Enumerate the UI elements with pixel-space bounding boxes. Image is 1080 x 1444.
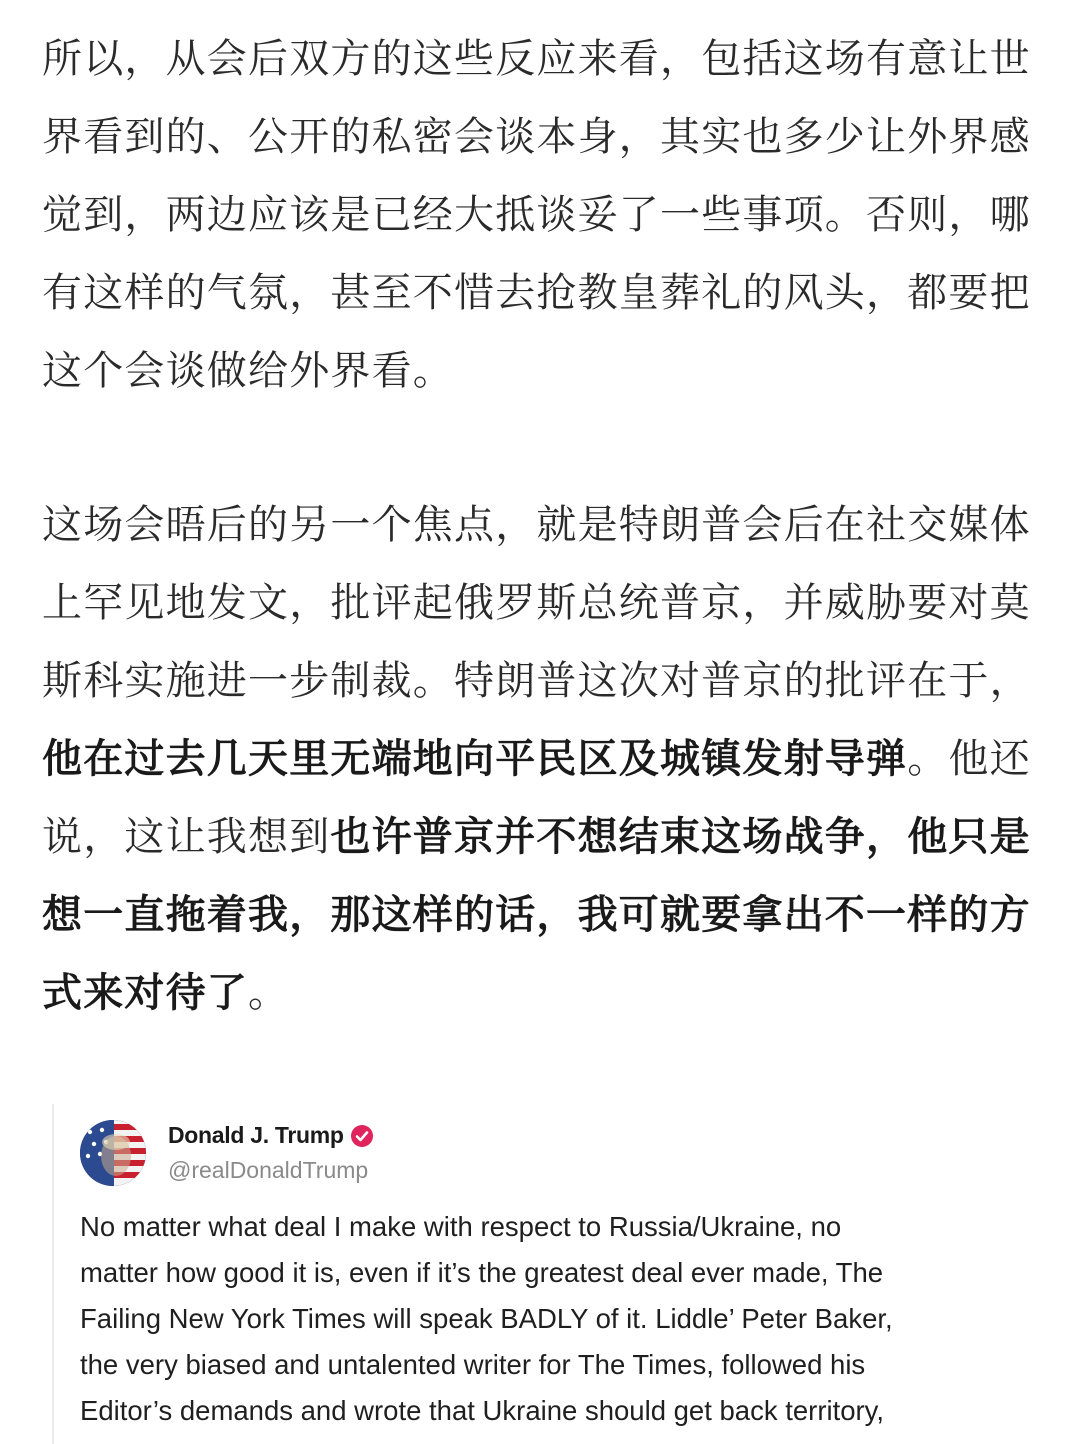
embedded-post	[52, 1104, 1044, 1444]
verified-badge-icon	[350, 1124, 374, 1148]
post-line: Failing New York Times will speak BADLY of it. Liddle’ Peter Baker,	[80, 1303, 893, 1334]
post-line: the very biased and untalented writer for The Times, followed his	[80, 1349, 866, 1380]
post-header	[80, 1118, 374, 1188]
post-line: matter how good it is, even if it’s the greatest deal ever made, The	[80, 1257, 884, 1288]
paragraph-2-text-1: 这场会晤后的另一个焦点，就是特朗普会后在社交媒体上罕见地发文，批评起俄罗斯总统普京，并威胁要对莫斯科实施进一步制裁。特朗普这次对普京的批评在于，	[42, 502, 1031, 704]
author-handle[interactable]: @realDonaldTrump	[168, 1157, 369, 1183]
avatar[interactable]	[80, 1120, 146, 1186]
post-text	[80, 1204, 1020, 1434]
flag-avatar-icon	[80, 1120, 146, 1186]
paragraph-2-bold-1: 他在过去几天里无端地向平民区及城镇发射导弹	[42, 736, 908, 782]
author-display-name[interactable]: Donald J. Trump	[168, 1122, 344, 1148]
paragraph-2-text-3: 。	[248, 970, 290, 1016]
paragraph-2-bold-2: 也许普京并不想结束这场战争，他只是想一直拖着我，那这样的话，我可就要拿出不一样的方式来对待了	[42, 814, 1031, 1016]
post-line: Editor’s demands and wrote that Ukraine should get back territory,	[80, 1395, 885, 1426]
post-line: No matter what deal I make with respect to Russia/Ukraine, no	[80, 1211, 842, 1242]
paragraph-1: 所以，从会后双方的这些反应来看，包括这场有意让世界看到的、公开的私密会谈本身，其实也多少让外界感觉到，两边应该是已经大抵谈妥了一些事项。否则，哪有这样的气氛，甚至不惜去抢教皇葬礼的风头，都要把这个会谈做给外界看。	[42, 36, 1031, 394]
paragraph-2-text-2: 。他还说，这让我想到	[42, 736, 1031, 860]
author-name-row	[168, 1122, 374, 1149]
article-body	[42, 20, 1042, 1032]
paragraph-2	[42, 486, 1042, 1032]
post-author	[168, 1122, 374, 1184]
